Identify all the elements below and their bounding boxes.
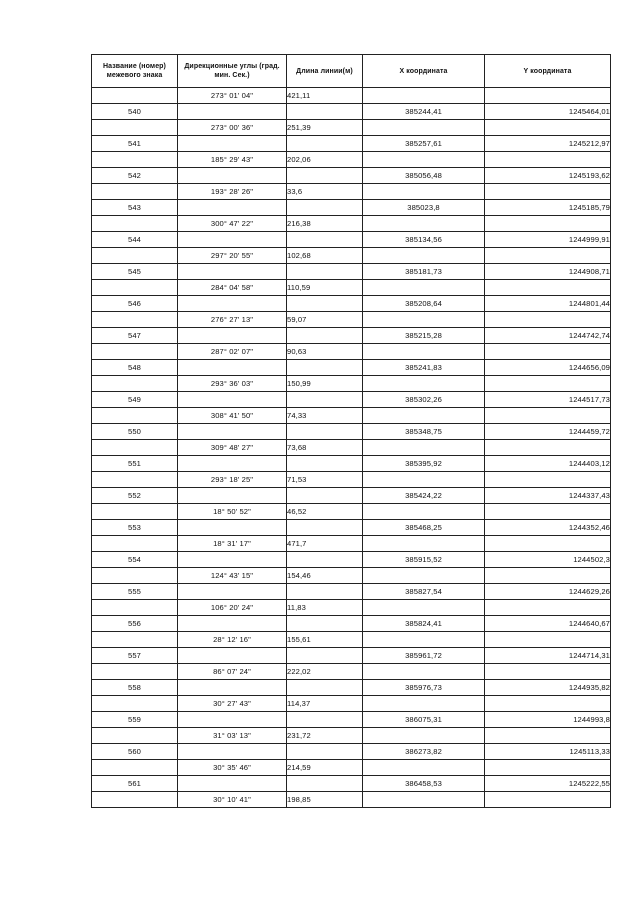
line-length-cell [287,232,363,248]
header-y-coordinate: Y координата [485,55,611,88]
x-coordinate-cell [363,88,485,104]
y-coordinate-cell [485,792,611,808]
direction-angle-cell [178,264,287,280]
mark-name-cell [92,728,178,744]
x-coordinate-cell: 385056,48 [363,168,485,184]
direction-angle-cell [178,360,287,376]
direction-angle-cell: 106° 20' 24" [178,600,287,616]
x-coordinate-cell: 385824,41 [363,616,485,632]
x-coordinate-cell: 385257,61 [363,136,485,152]
line-length-cell: 114,37 [287,696,363,712]
mark-name-cell: 551 [92,456,178,472]
y-coordinate-cell [485,88,611,104]
line-length-cell: 102,68 [287,248,363,264]
y-coordinate-cell [485,568,611,584]
table-row [92,616,611,632]
mark-name-cell [92,440,178,456]
mark-name-cell: 540 [92,104,178,120]
x-coordinate-cell: 385023,8 [363,200,485,216]
y-coordinate-cell: 1244908,71 [485,264,611,280]
table-row [92,776,611,792]
y-coordinate-cell [485,728,611,744]
line-length-cell [287,776,363,792]
line-length-cell: 471,7 [287,536,363,552]
direction-angle-cell [178,104,287,120]
line-length-cell: 198,85 [287,792,363,808]
table-row [92,600,611,616]
y-coordinate-cell: 1245222,55 [485,776,611,792]
table-row [92,680,611,696]
y-coordinate-cell [485,120,611,136]
mark-name-cell: 559 [92,712,178,728]
table-row [92,216,611,232]
y-coordinate-cell [485,312,611,328]
y-coordinate-cell: 1244459,72 [485,424,611,440]
table-row [92,472,611,488]
mark-name-cell [92,120,178,136]
x-coordinate-cell [363,120,485,136]
line-length-cell [287,392,363,408]
line-length-cell: 421,11 [287,88,363,104]
mark-name-cell: 544 [92,232,178,248]
mark-name-cell [92,88,178,104]
line-length-cell: 251,39 [287,120,363,136]
line-length-cell [287,744,363,760]
header-direction-angle: Дирекционные углы (град. мин. Сек.) [178,55,287,88]
x-coordinate-cell: 385348,75 [363,424,485,440]
line-length-cell: 11,83 [287,600,363,616]
direction-angle-cell [178,200,287,216]
line-length-cell: 154,46 [287,568,363,584]
line-length-cell [287,712,363,728]
mark-name-cell: 561 [92,776,178,792]
direction-angle-cell: 287° 02' 07" [178,344,287,360]
line-length-cell [287,360,363,376]
table-row [92,760,611,776]
direction-angle-cell: 18° 31' 17" [178,536,287,552]
y-coordinate-cell [485,504,611,520]
table-row [92,552,611,568]
direction-angle-cell [178,168,287,184]
line-length-cell [287,168,363,184]
table-row [92,792,611,808]
direction-angle-cell: 273° 01' 04" [178,88,287,104]
direction-angle-cell [178,232,287,248]
y-coordinate-cell [485,376,611,392]
x-coordinate-cell [363,632,485,648]
line-length-cell: 71,53 [287,472,363,488]
mark-name-cell: 557 [92,648,178,664]
table-row [92,440,611,456]
direction-angle-cell [178,456,287,472]
direction-angle-cell: 308° 41' 50" [178,408,287,424]
y-coordinate-cell: 1244502,3 [485,552,611,568]
y-coordinate-cell [485,472,611,488]
y-coordinate-cell [485,440,611,456]
table-row [92,744,611,760]
mark-name-cell [92,344,178,360]
x-coordinate-cell [363,152,485,168]
table-row [92,104,611,120]
x-coordinate-cell [363,248,485,264]
table-row [92,712,611,728]
direction-angle-cell [178,776,287,792]
table-row [92,632,611,648]
table-row [92,696,611,712]
mark-name-cell: 546 [92,296,178,312]
x-coordinate-cell: 385244,41 [363,104,485,120]
mark-name-cell: 549 [92,392,178,408]
mark-name-cell: 552 [92,488,178,504]
table-row [92,280,611,296]
table-row [92,360,611,376]
x-coordinate-cell [363,312,485,328]
x-coordinate-cell [363,184,485,200]
boundary-marks-table [91,54,611,808]
y-coordinate-cell: 1244517,73 [485,392,611,408]
mark-name-cell: 542 [92,168,178,184]
table-row [92,488,611,504]
mark-name-cell [92,184,178,200]
table-row [92,424,611,440]
x-coordinate-cell [363,600,485,616]
x-coordinate-cell [363,696,485,712]
line-length-cell [287,488,363,504]
mark-name-cell: 547 [92,328,178,344]
direction-angle-cell [178,328,287,344]
table-row [92,296,611,312]
table-row [92,568,611,584]
table-row [92,88,611,104]
line-length-cell [287,680,363,696]
direction-angle-cell: 193° 28' 26" [178,184,287,200]
mark-name-cell [92,248,178,264]
y-coordinate-cell: 1244993,8 [485,712,611,728]
mark-name-cell: 548 [92,360,178,376]
y-coordinate-cell [485,152,611,168]
direction-angle-cell [178,424,287,440]
direction-angle-cell: 185° 29' 43" [178,152,287,168]
direction-angle-cell: 30° 35' 46" [178,760,287,776]
table-row [92,168,611,184]
mark-name-cell: 541 [92,136,178,152]
y-coordinate-cell [485,536,611,552]
table-row [92,520,611,536]
table-row [92,264,611,280]
table-row [92,408,611,424]
mark-name-cell [92,632,178,648]
y-coordinate-cell [485,408,611,424]
mark-name-cell [92,536,178,552]
mark-name-cell: 545 [92,264,178,280]
direction-angle-cell [178,680,287,696]
mark-name-cell [92,280,178,296]
x-coordinate-cell: 385468,25 [363,520,485,536]
line-length-cell: 222,02 [287,664,363,680]
direction-angle-cell [178,616,287,632]
direction-angle-cell [178,584,287,600]
direction-angle-cell: 276° 27' 13" [178,312,287,328]
line-length-cell: 202,06 [287,152,363,168]
x-coordinate-cell: 385961,72 [363,648,485,664]
table-row [92,584,611,600]
table-row [92,312,611,328]
mark-name-cell [92,472,178,488]
x-coordinate-cell [363,536,485,552]
direction-angle-cell [178,488,287,504]
line-length-cell [287,264,363,280]
document-page [91,54,610,808]
direction-angle-cell [178,520,287,536]
x-coordinate-cell [363,376,485,392]
line-length-cell: 150,99 [287,376,363,392]
mark-name-cell: 555 [92,584,178,600]
line-length-cell [287,136,363,152]
table-row [92,136,611,152]
x-coordinate-cell [363,728,485,744]
mark-name-cell: 543 [92,200,178,216]
direction-angle-cell: 124° 43' 15" [178,568,287,584]
x-coordinate-cell: 385215,28 [363,328,485,344]
table-row [92,328,611,344]
mark-name-cell [92,152,178,168]
line-length-cell: 155,61 [287,632,363,648]
y-coordinate-cell [485,280,611,296]
direction-angle-cell [178,392,287,408]
y-coordinate-cell: 1244640,67 [485,616,611,632]
mark-name-cell [92,376,178,392]
y-coordinate-cell: 1244935,82 [485,680,611,696]
direction-angle-cell [178,552,287,568]
y-coordinate-cell [485,632,611,648]
x-coordinate-cell [363,280,485,296]
line-length-cell [287,200,363,216]
y-coordinate-cell: 1245185,79 [485,200,611,216]
mark-name-cell [92,568,178,584]
y-coordinate-cell [485,344,611,360]
y-coordinate-cell: 1244714,31 [485,648,611,664]
x-coordinate-cell [363,760,485,776]
line-length-cell: 216,38 [287,216,363,232]
direction-angle-cell: 309° 48' 27" [178,440,287,456]
y-coordinate-cell [485,664,611,680]
table-body [92,88,611,808]
x-coordinate-cell: 385208,64 [363,296,485,312]
mark-name-cell [92,664,178,680]
table-row [92,456,611,472]
header-x-coordinate: Х координата [363,55,485,88]
direction-angle-cell: 28° 12' 16" [178,632,287,648]
x-coordinate-cell: 385181,73 [363,264,485,280]
x-coordinate-cell [363,408,485,424]
y-coordinate-cell: 1244656,09 [485,360,611,376]
x-coordinate-cell: 385395,92 [363,456,485,472]
x-coordinate-cell [363,440,485,456]
x-coordinate-cell: 385827,54 [363,584,485,600]
line-length-cell [287,520,363,536]
table-row [92,120,611,136]
line-length-cell: 110,59 [287,280,363,296]
line-length-cell [287,584,363,600]
table-row [92,392,611,408]
y-coordinate-cell: 1245113,33 [485,744,611,760]
table-header-row [92,55,611,88]
table-row [92,504,611,520]
x-coordinate-cell: 385976,73 [363,680,485,696]
line-length-cell: 73,68 [287,440,363,456]
y-coordinate-cell [485,184,611,200]
direction-angle-cell: 297° 20' 55" [178,248,287,264]
direction-angle-cell [178,296,287,312]
line-length-cell [287,552,363,568]
line-length-cell: 214,59 [287,760,363,776]
y-coordinate-cell [485,696,611,712]
mark-name-cell [92,504,178,520]
table-row [92,200,611,216]
y-coordinate-cell [485,216,611,232]
direction-angle-cell: 293° 18' 25" [178,472,287,488]
table-row [92,648,611,664]
y-coordinate-cell: 1244742,74 [485,328,611,344]
table-row [92,536,611,552]
header-line-length: Длина линии(м) [287,55,363,88]
line-length-cell [287,424,363,440]
line-length-cell [287,328,363,344]
x-coordinate-cell: 386458,53 [363,776,485,792]
table-row [92,152,611,168]
x-coordinate-cell: 386075,31 [363,712,485,728]
direction-angle-cell: 30° 27' 43" [178,696,287,712]
y-coordinate-cell [485,760,611,776]
table-row [92,728,611,744]
direction-angle-cell: 300° 47' 22" [178,216,287,232]
table-row [92,664,611,680]
direction-angle-cell: 86° 07' 24" [178,664,287,680]
line-length-cell [287,616,363,632]
y-coordinate-cell: 1244801,44 [485,296,611,312]
direction-angle-cell: 273° 00' 36" [178,120,287,136]
direction-angle-cell [178,648,287,664]
line-length-cell [287,456,363,472]
y-coordinate-cell: 1244337,43 [485,488,611,504]
y-coordinate-cell: 1245212,97 [485,136,611,152]
direction-angle-cell [178,136,287,152]
x-coordinate-cell: 385241,83 [363,360,485,376]
x-coordinate-cell: 385424,22 [363,488,485,504]
direction-angle-cell: 30° 10' 41" [178,792,287,808]
y-coordinate-cell: 1245464,01 [485,104,611,120]
mark-name-cell: 558 [92,680,178,696]
mark-name-cell: 560 [92,744,178,760]
y-coordinate-cell: 1244352,46 [485,520,611,536]
direction-angle-cell: 31° 03' 13" [178,728,287,744]
line-length-cell: 74,33 [287,408,363,424]
line-length-cell: 33,6 [287,184,363,200]
direction-angle-cell: 18° 50' 52" [178,504,287,520]
mark-name-cell [92,216,178,232]
table-row [92,344,611,360]
x-coordinate-cell [363,216,485,232]
x-coordinate-cell: 386273,82 [363,744,485,760]
line-length-cell: 90,63 [287,344,363,360]
mark-name-cell [92,600,178,616]
y-coordinate-cell: 1244999,91 [485,232,611,248]
table-row [92,248,611,264]
table-row [92,184,611,200]
mark-name-cell: 553 [92,520,178,536]
direction-angle-cell [178,744,287,760]
y-coordinate-cell: 1245193,62 [485,168,611,184]
y-coordinate-cell [485,248,611,264]
mark-name-cell [92,696,178,712]
line-length-cell [287,648,363,664]
mark-name-cell [92,408,178,424]
direction-angle-cell: 293° 36' 03" [178,376,287,392]
y-coordinate-cell: 1244403,12 [485,456,611,472]
x-coordinate-cell: 385302,26 [363,392,485,408]
y-coordinate-cell: 1244629,26 [485,584,611,600]
line-length-cell: 59,07 [287,312,363,328]
x-coordinate-cell [363,344,485,360]
direction-angle-cell: 284° 04' 58" [178,280,287,296]
x-coordinate-cell [363,664,485,680]
line-length-cell [287,296,363,312]
line-length-cell: 231,72 [287,728,363,744]
mark-name-cell: 554 [92,552,178,568]
mark-name-cell [92,792,178,808]
mark-name-cell [92,760,178,776]
line-length-cell: 46,52 [287,504,363,520]
x-coordinate-cell [363,568,485,584]
x-coordinate-cell: 385134,56 [363,232,485,248]
header-mark-name: Название (номер) межевого знака [92,55,178,88]
x-coordinate-cell [363,792,485,808]
x-coordinate-cell [363,472,485,488]
x-coordinate-cell: 385915,52 [363,552,485,568]
table-row [92,376,611,392]
x-coordinate-cell [363,504,485,520]
mark-name-cell [92,312,178,328]
mark-name-cell: 556 [92,616,178,632]
direction-angle-cell [178,712,287,728]
y-coordinate-cell [485,600,611,616]
line-length-cell [287,104,363,120]
mark-name-cell: 550 [92,424,178,440]
table-row [92,232,611,248]
